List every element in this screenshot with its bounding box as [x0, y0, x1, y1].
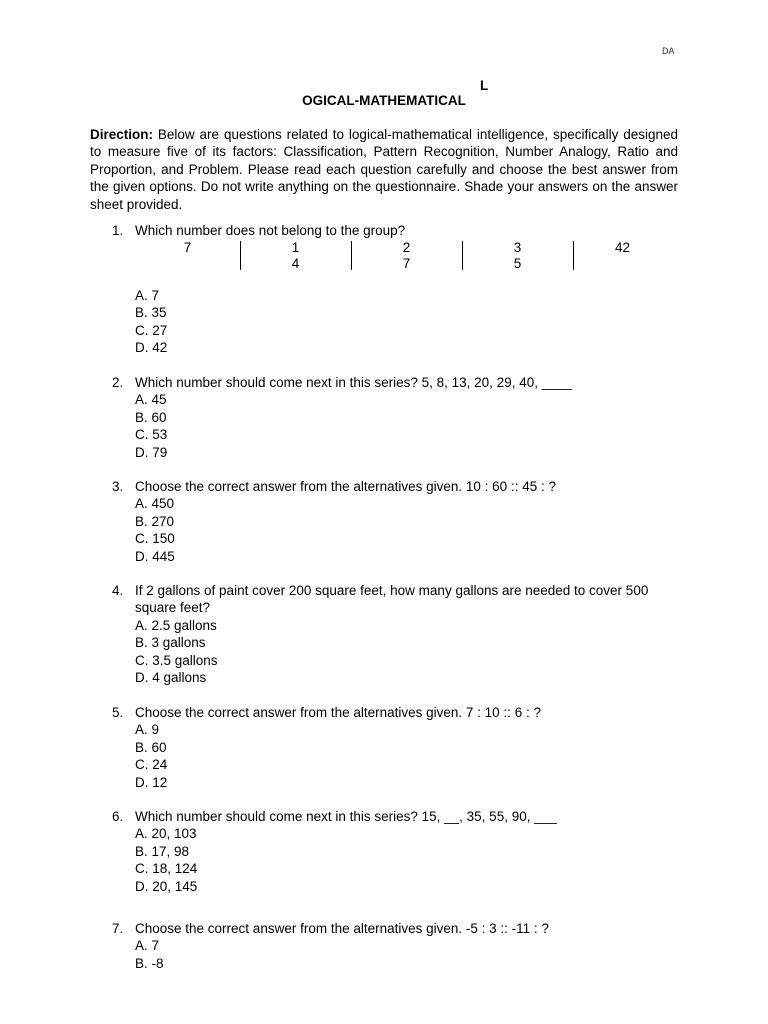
- group-cell: [462, 240, 573, 272]
- group-value: 42: [614, 240, 631, 255]
- question-2: [112, 374, 682, 461]
- question-number: 5.: [112, 705, 124, 720]
- group-cell: [351, 240, 462, 272]
- answer-option: D. 79: [135, 444, 168, 460]
- answer-option: C. 53: [135, 427, 168, 443]
- group-value: 4: [291, 256, 300, 271]
- question-7: [112, 920, 682, 972]
- answer-option: A. 2.5 gallons: [135, 617, 217, 633]
- group-value: 3: [513, 240, 522, 255]
- answer-option: B. 17, 98: [135, 843, 190, 859]
- group-value: 5: [513, 256, 522, 271]
- question-1-options: [112, 287, 682, 357]
- question-1: [112, 222, 682, 239]
- question-number: 1.: [112, 223, 124, 238]
- question-text: Which number does not belong to the group?: [135, 223, 406, 238]
- answer-option: D. 12: [135, 774, 168, 790]
- question-number: 6.: [112, 809, 124, 824]
- answer-option: D. 42: [135, 340, 168, 356]
- title-cut-letter: L: [480, 78, 489, 93]
- answer-option: B. 270: [135, 513, 175, 529]
- answer-option: A. 45: [135, 392, 167, 408]
- answer-option: B. -8: [135, 955, 164, 971]
- answer-option: C. 150: [135, 531, 175, 547]
- question-3: [112, 478, 682, 565]
- question-number: 2.: [112, 375, 124, 390]
- question-text: Choose the correct answer from the alternatives given. -5 : 3 :: -11 : ?: [135, 921, 549, 936]
- answer-option: A. 9: [135, 722, 160, 738]
- question-text: Choose the correct answer from the alternatives given. 10 : 60 :: 45 : ?: [135, 479, 556, 494]
- question-number: 7.: [112, 921, 124, 936]
- question-number: 4.: [112, 583, 124, 598]
- question-text: Choose the correct answer from the alternatives given. 7 : 10 :: 6 : ?: [135, 705, 541, 720]
- answer-option: A. 7: [135, 938, 160, 954]
- group-value: 7: [183, 240, 192, 255]
- page-title: OGICAL-MATHEMATICAL: [302, 93, 466, 108]
- answer-option: A. 7: [135, 288, 160, 303]
- answer-option: A. 20, 103: [135, 826, 197, 842]
- question-6: [112, 808, 682, 895]
- group-value: 7: [402, 256, 411, 271]
- question-text: If 2 gallons of paint cover 200 square feet, how many gallons are needed to cover 500 square feet?: [135, 583, 649, 616]
- answer-option: D. 445: [135, 548, 175, 564]
- question-text: Which number should come next in this series? 15, __, 35, 55, 90, ___: [135, 809, 557, 824]
- answer-option: B. 60: [135, 409, 167, 425]
- group-cell: [132, 240, 243, 272]
- question-number: 3.: [112, 479, 124, 494]
- number-group: [132, 240, 678, 272]
- answer-option: D. 4 gallons: [135, 670, 207, 686]
- direction-paragraph: [90, 126, 678, 213]
- answer-option: B. 3 gallons: [135, 635, 206, 651]
- group-value: 2: [402, 240, 411, 255]
- group-value: 1: [291, 240, 300, 255]
- answer-option: C. 3.5 gallons: [135, 652, 218, 668]
- group-cell: [567, 240, 678, 272]
- group-cell: [240, 240, 351, 272]
- answer-option: B. 35: [135, 305, 167, 321]
- answer-option: B. 60: [135, 739, 167, 755]
- question-5: [112, 704, 682, 791]
- page-corner-mark: DA: [662, 46, 675, 56]
- direction-label: Direction:: [90, 127, 154, 142]
- answer-option: C. 27: [135, 322, 168, 338]
- answer-option: A. 450: [135, 496, 175, 512]
- direction-text: Below are questions related to logical-mathematical intelligence, specifically designed to measure five of its factors: Classification, Pattern Recognition, Number Analogy, Ratio and Proportion, and Problem. Please read each question carefully and choose the best answer from the given options. Do not write anything on the questionnaire. Shade your answers on the answer sheet provided.: [90, 127, 678, 212]
- question-text: Which number should come next in this series? 5, 8, 13, 20, 29, 40, ____: [135, 375, 572, 390]
- answer-option: C. 24: [135, 757, 168, 773]
- question-4: [112, 582, 682, 686]
- answer-option: C. 18, 124: [135, 861, 198, 877]
- answer-option: D. 20, 145: [135, 878, 198, 894]
